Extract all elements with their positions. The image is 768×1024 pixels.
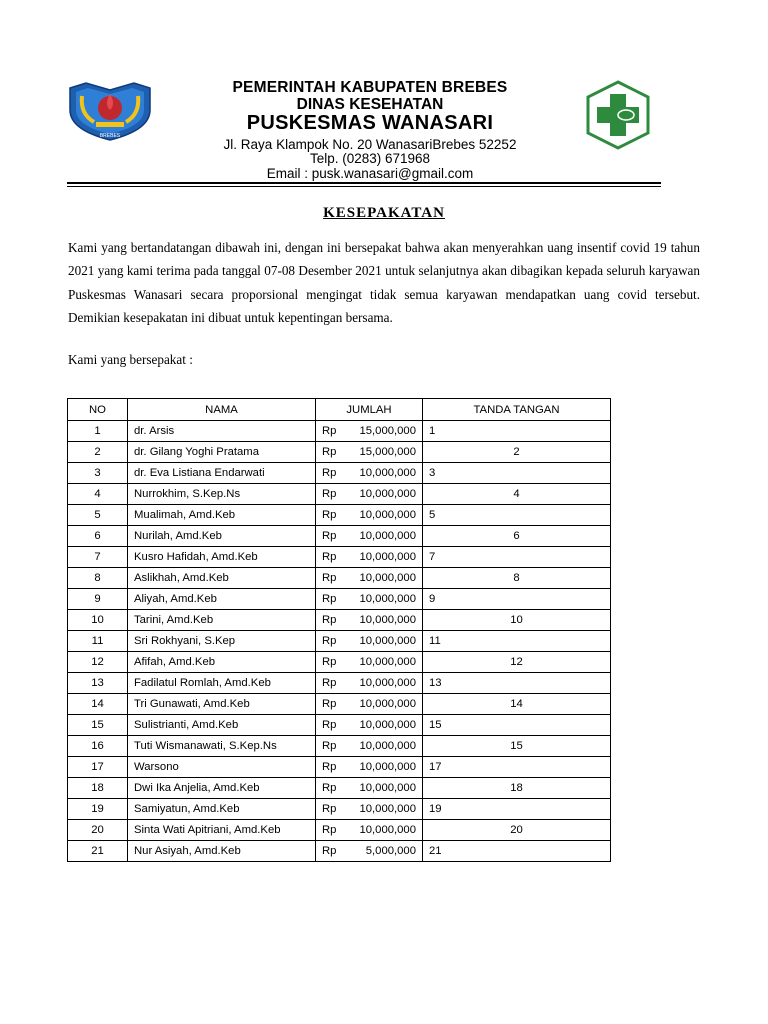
cell-tanda-tangan: 6: [423, 526, 611, 547]
amount-value: 10,000,000: [359, 614, 416, 626]
cell-jumlah: [316, 778, 423, 799]
header-puskesmas: PUSKESMAS WANASARI: [246, 112, 494, 134]
puskesmas-logo: [582, 80, 654, 150]
amount-value: 15,000,000: [359, 446, 416, 458]
cell-tanda-tangan: 15: [423, 715, 611, 736]
amount-value: 10,000,000: [359, 530, 416, 542]
amount-value: 5,000,000: [365, 845, 416, 857]
currency-label: Rp: [322, 740, 337, 752]
col-header-no: NO: [68, 399, 128, 421]
currency-label: Rp: [322, 824, 337, 836]
cell-jumlah: [316, 736, 423, 757]
agree-line: Kami yang bersepakat :: [68, 352, 193, 367]
cell-no: 18: [68, 778, 128, 799]
table-row: [68, 715, 611, 736]
currency-label: Rp: [322, 845, 337, 857]
currency-label: Rp: [322, 488, 337, 500]
cell-nama: Nurrokhim, S.Kep.Ns: [128, 484, 316, 505]
currency-label: Rp: [322, 698, 337, 710]
cell-nama: dr. Gilang Yoghi Pratama: [128, 442, 316, 463]
amount-value: 10,000,000: [359, 572, 416, 584]
cell-no: 14: [68, 694, 128, 715]
cell-nama: Dwi Ika Anjelia, Amd.Keb: [128, 778, 316, 799]
amount-value: 10,000,000: [359, 698, 416, 710]
currency-label: Rp: [322, 425, 337, 437]
table-row: [68, 694, 611, 715]
cell-jumlah: [316, 505, 423, 526]
cell-no: 2: [68, 442, 128, 463]
currency-label: Rp: [322, 593, 337, 605]
cell-tanda-tangan: 5: [423, 505, 611, 526]
cell-nama: Sri Rokhyani, S.Kep: [128, 631, 316, 652]
currency-label: Rp: [322, 572, 337, 584]
currency-label: Rp: [322, 656, 337, 668]
table-row: [68, 589, 611, 610]
cell-no: 3: [68, 463, 128, 484]
amount-value: 10,000,000: [359, 509, 416, 521]
amount-value: 10,000,000: [359, 803, 416, 815]
cell-nama: Tri Gunawati, Amd.Keb: [128, 694, 316, 715]
cell-no: 11: [68, 631, 128, 652]
cell-jumlah: [316, 673, 423, 694]
cell-jumlah: [316, 631, 423, 652]
table-row: [68, 421, 611, 442]
amount-value: 10,000,000: [359, 719, 416, 731]
cell-nama: Tarini, Amd.Keb: [128, 610, 316, 631]
cell-tanda-tangan: 19: [423, 799, 611, 820]
cell-nama: Warsono: [128, 757, 316, 778]
amount-value: 10,000,000: [359, 551, 416, 563]
table-row: [68, 442, 611, 463]
cell-jumlah: [316, 484, 423, 505]
cell-no: 17: [68, 757, 128, 778]
amount-value: 10,000,000: [359, 677, 416, 689]
header-rule-thick: [67, 182, 661, 184]
currency-label: Rp: [322, 782, 337, 794]
cell-tanda-tangan: 18: [423, 778, 611, 799]
cell-no: 21: [68, 841, 128, 862]
table-row: [68, 736, 611, 757]
cell-nama: Mualimah, Amd.Keb: [128, 505, 316, 526]
cell-tanda-tangan: 7: [423, 547, 611, 568]
table-row: [68, 673, 611, 694]
amount-value: 10,000,000: [359, 635, 416, 647]
currency-label: Rp: [322, 446, 337, 458]
cell-nama: dr. Arsis: [128, 421, 316, 442]
cell-tanda-tangan: 2: [423, 442, 611, 463]
brebes-crest-logo: [66, 80, 154, 142]
amount-value: 10,000,000: [359, 740, 416, 752]
document-title: KESEPAKATAN: [323, 205, 445, 221]
cell-jumlah: [316, 694, 423, 715]
cell-tanda-tangan: 15: [423, 736, 611, 757]
cell-jumlah: [316, 715, 423, 736]
cell-jumlah: [316, 820, 423, 841]
cell-nama: Aslikhah, Amd.Keb: [128, 568, 316, 589]
cell-tanda-tangan: 9: [423, 589, 611, 610]
table-row: [68, 568, 611, 589]
cell-no: 13: [68, 673, 128, 694]
header-email: Email : pusk.wanasari@gmail.com: [266, 166, 474, 181]
currency-label: Rp: [322, 614, 337, 626]
amount-value: 10,000,000: [359, 656, 416, 668]
table-row: [68, 841, 611, 862]
amount-value: 10,000,000: [359, 782, 416, 794]
amount-value: 10,000,000: [359, 761, 416, 773]
agreement-paragraph: Kami yang bertandatangan dibawah ini, dengan ini bersepakat bahwa akan menyerahkan uang insentif covid 19 tahun 2021 yang kami terima pada tanggal 07-08 Desember 2021 untuk selanjutnya akan dibagikan kepada seluruh karyawan Puskesmas Wanasari secara proporsional mengingat tidak semua karyawan mendapatkan uang covid tersebut. Demikian kesepakatan ini dibuat untuk kepentingan bersama.: [68, 240, 700, 326]
header-government: PEMERINTAH KABUPATEN BREBES: [232, 79, 508, 96]
cell-no: 8: [68, 568, 128, 589]
cell-no: 15: [68, 715, 128, 736]
signature-table: [67, 398, 611, 862]
cell-nama: Samiyatun, Amd.Keb: [128, 799, 316, 820]
amount-value: 10,000,000: [359, 488, 416, 500]
cell-nama: Tuti Wismanawati, S.Kep.Ns: [128, 736, 316, 757]
cell-jumlah: [316, 610, 423, 631]
currency-label: Rp: [322, 803, 337, 815]
cell-jumlah: [316, 463, 423, 484]
table-row: [68, 526, 611, 547]
cell-nama: Afifah, Amd.Keb: [128, 652, 316, 673]
cell-jumlah: [316, 589, 423, 610]
cell-tanda-tangan: 3: [423, 463, 611, 484]
cell-jumlah: [316, 547, 423, 568]
cell-nama: Fadilatul Romlah, Amd.Keb: [128, 673, 316, 694]
cell-jumlah: [316, 526, 423, 547]
table-row: [68, 631, 611, 652]
cell-no: 7: [68, 547, 128, 568]
amount-value: 15,000,000: [359, 425, 416, 437]
currency-label: Rp: [322, 509, 337, 521]
amount-value: 10,000,000: [359, 593, 416, 605]
table-row: [68, 652, 611, 673]
cell-no: 6: [68, 526, 128, 547]
cell-nama: Nurilah, Amd.Keb: [128, 526, 316, 547]
cell-nama: Aliyah, Amd.Keb: [128, 589, 316, 610]
cell-no: 1: [68, 421, 128, 442]
cell-jumlah: [316, 421, 423, 442]
cell-tanda-tangan: 21: [423, 841, 611, 862]
header-address: Jl. Raya Klampok No. 20 WanasariBrebes 52252: [223, 137, 517, 152]
cell-no: 10: [68, 610, 128, 631]
cell-no: 9: [68, 589, 128, 610]
cell-tanda-tangan: 1: [423, 421, 611, 442]
table-row: [68, 463, 611, 484]
cell-nama: Sulistrianti, Amd.Keb: [128, 715, 316, 736]
amount-value: 10,000,000: [359, 824, 416, 836]
cell-tanda-tangan: 4: [423, 484, 611, 505]
col-header-jumlah: JUMLAH: [316, 399, 423, 421]
col-header-nama: NAMA: [128, 399, 316, 421]
cell-no: 12: [68, 652, 128, 673]
cell-tanda-tangan: 8: [423, 568, 611, 589]
table-row: [68, 505, 611, 526]
currency-label: Rp: [322, 467, 337, 479]
table-row: [68, 610, 611, 631]
currency-label: Rp: [322, 635, 337, 647]
cell-tanda-tangan: 11: [423, 631, 611, 652]
cell-jumlah: [316, 442, 423, 463]
cell-tanda-tangan: 10: [423, 610, 611, 631]
cell-tanda-tangan: 12: [423, 652, 611, 673]
header-rule-thin: [67, 186, 661, 187]
cell-nama: Sinta Wati Apitriani, Amd.Keb: [128, 820, 316, 841]
cell-jumlah: [316, 652, 423, 673]
cell-tanda-tangan: 14: [423, 694, 611, 715]
cell-tanda-tangan: 20: [423, 820, 611, 841]
table-row: [68, 820, 611, 841]
cell-jumlah: [316, 757, 423, 778]
amount-value: 10,000,000: [359, 467, 416, 479]
currency-label: Rp: [322, 677, 337, 689]
currency-label: Rp: [322, 719, 337, 731]
cell-nama: Kusro Hafidah, Amd.Keb: [128, 547, 316, 568]
header-department: DINAS KESEHATAN: [296, 96, 444, 113]
cell-no: 16: [68, 736, 128, 757]
cell-jumlah: [316, 841, 423, 862]
table-row: [68, 757, 611, 778]
cell-no: 5: [68, 505, 128, 526]
table-row: [68, 547, 611, 568]
table-header-row: [68, 399, 611, 421]
currency-label: Rp: [322, 530, 337, 542]
cell-jumlah: [316, 799, 423, 820]
header-phone: Telp. (0283) 671968: [309, 151, 431, 166]
cell-tanda-tangan: 17: [423, 757, 611, 778]
cell-nama: dr. Eva Listiana Endarwati: [128, 463, 316, 484]
cell-no: 19: [68, 799, 128, 820]
cell-no: 20: [68, 820, 128, 841]
col-header-tanda-tangan: TANDA TANGAN: [423, 399, 611, 421]
table-row: [68, 799, 611, 820]
currency-label: Rp: [322, 761, 337, 773]
cell-jumlah: [316, 568, 423, 589]
table-row: [68, 484, 611, 505]
svg-text:BREBES: BREBES: [99, 133, 121, 139]
currency-label: Rp: [322, 551, 337, 563]
cell-nama: Nur Asiyah, Amd.Keb: [128, 841, 316, 862]
cell-tanda-tangan: 13: [423, 673, 611, 694]
cell-no: 4: [68, 484, 128, 505]
table-row: [68, 778, 611, 799]
